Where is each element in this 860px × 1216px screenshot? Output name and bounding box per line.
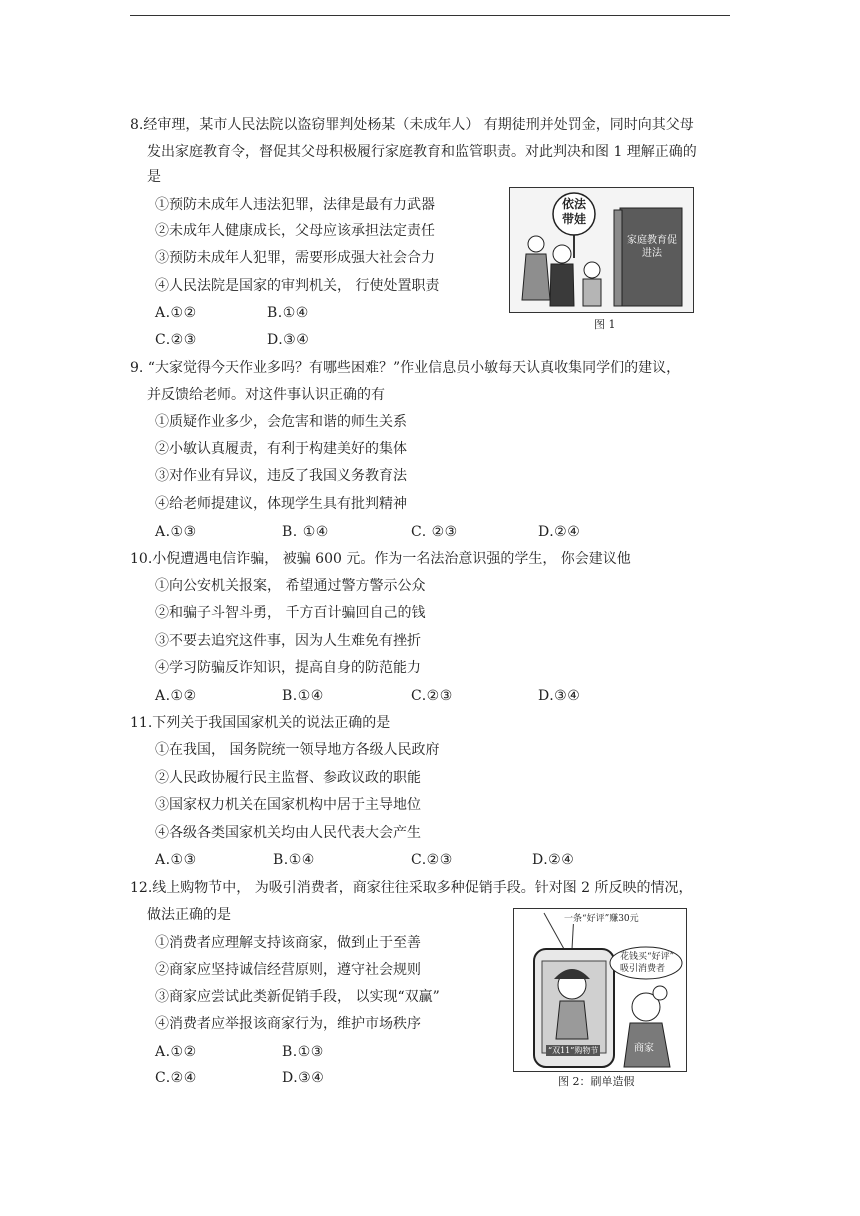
q12-option-a[interactable]: A.①② xyxy=(155,1044,197,1060)
q8-option-d[interactable]: D.③④ xyxy=(267,332,310,348)
q12-item-4: ④消费者应举报该商家行为，维护市场秩序 xyxy=(155,1016,421,1032)
q11-option-d[interactable]: D.②④ xyxy=(532,852,575,868)
q12-stem-line-1: 12.线上购物节中， 为吸引消费者，商家往往采取多种促销手段。针对图 2 所反映的情况， xyxy=(130,880,693,896)
figure-2-phone-label: “双11”购物节 xyxy=(548,1046,599,1055)
q12-item-3: ③商家应尝试此类新促销手段， 以实现“双赢” xyxy=(155,989,440,1005)
q12-stem-line-2: 做法正确的是 xyxy=(147,907,231,923)
q10-item-4: ④学习防骗反诈知识，提高自身的防范能力 xyxy=(155,660,421,676)
figure-2-bubble-line-1: 花钱买“好评” xyxy=(620,952,675,962)
q8-stem-line-2: 发出家庭教育令，督促其父母积极履行家庭教育和监管职责。对此判决和图 1 理解正确的 xyxy=(147,144,697,160)
q11-option-b[interactable]: B.①④ xyxy=(273,852,315,868)
q9-stem-line-1: 9. “大家觉得今天作业多吗？有哪些困难？”作业信息员小敏每天认真收集同学们的建议， xyxy=(130,360,681,376)
q10-option-c[interactable]: C.②③ xyxy=(411,688,453,704)
q8-stem-line-1: 8.经审理，某市人民法院以盗窃罪判处杨某（未成年人） 有期徒刑并处罚金，同时向其父母 xyxy=(130,117,694,133)
figure-1-book-title: 家庭教育促进法 xyxy=(627,235,677,259)
q12-option-c[interactable]: C.②④ xyxy=(155,1070,197,1086)
q10-option-b[interactable]: B.①④ xyxy=(282,688,324,704)
q8-option-c[interactable]: C.②③ xyxy=(155,332,197,348)
q11-item-2: ②人民政协履行民主监督、参政议政的职能 xyxy=(155,770,421,786)
q11-option-a[interactable]: A.①③ xyxy=(155,852,197,868)
figure-2-illustration xyxy=(513,908,687,1072)
figure-2-caption: 图 2：刷单造假 xyxy=(558,1075,635,1088)
q12-option-b[interactable]: B.①③ xyxy=(282,1044,324,1060)
q8-item-4: ④人民法院是国家的审判机关， 行使处置职责 xyxy=(155,278,440,294)
q8-stem-line-3: 是 xyxy=(147,169,161,185)
figure-2-banner: 一条“好评”赚30元 xyxy=(562,911,641,924)
q9-option-b[interactable]: B. ①④ xyxy=(282,524,329,540)
q10-option-a[interactable]: A.①② xyxy=(155,688,197,704)
q10-stem-line-1: 10.小倪遭遇电信诈骗， 被骗 600 元。作为一名法治意识强的学生， 你会建议他 xyxy=(130,551,631,567)
q12-option-d[interactable]: D.③④ xyxy=(282,1070,325,1086)
q9-stem-line-2: 并反馈给老师。对这件事认识正确的有 xyxy=(147,387,385,403)
q11-item-4: ④各级各类国家机关均由人民代表大会产生 xyxy=(155,825,421,841)
header-rule xyxy=(130,15,730,16)
q8-item-1: ①预防未成年人违法犯罪，法律是最有力武器 xyxy=(155,197,435,213)
q11-stem-line-1: 11.下列关于我国国家机关的说法正确的是 xyxy=(130,715,391,731)
q11-option-c[interactable]: C.②③ xyxy=(411,852,453,868)
q10-item-2: ②和骗子斗智斗勇， 千方百计骗回自己的钱 xyxy=(155,605,426,621)
q8-item-3: ③预防未成年人犯罪，需要形成强大社会合力 xyxy=(155,250,435,266)
figure-2-bubble-line-2: 吸引消费者 xyxy=(620,964,666,974)
q10-item-3: ③不要去追究这件事，因为人生难免有挫折 xyxy=(155,633,421,649)
q10-option-d[interactable]: D.③④ xyxy=(538,688,581,704)
q9-item-3: ③对作业有异议，违反了我国义务教育法 xyxy=(155,468,407,484)
q9-option-a[interactable]: A.①③ xyxy=(155,524,197,540)
figure-1-caption: 图 1 xyxy=(594,318,616,331)
q12-item-1: ①消费者应理解支持该商家，做到止于至善 xyxy=(155,935,421,951)
q9-item-1: ①质疑作业多少，会危害和谐的师生关系 xyxy=(155,414,407,430)
q9-option-d[interactable]: D.②④ xyxy=(538,524,581,540)
q11-item-3: ③国家权力机关在国家机构中居于主导地位 xyxy=(155,797,421,813)
q9-item-4: ④给老师提建议，体现学生具有批判精神 xyxy=(155,496,407,512)
q8-option-b[interactable]: B.①④ xyxy=(267,305,309,321)
q8-item-2: ②未成年人健康成长，父母应该承担法定责任 xyxy=(155,223,435,239)
q11-item-1: ①在我国， 国务院统一领导地方各级人民政府 xyxy=(155,742,440,758)
q12-item-2: ②商家应坚持诚信经营原则，遵守社会规则 xyxy=(155,962,421,978)
q8-option-a[interactable]: A.①② xyxy=(155,305,197,321)
figure-1-sign-text: 依法带娃 xyxy=(561,197,586,226)
figure-1-illustration xyxy=(509,187,694,313)
figure-2-merchant-label: 商家 xyxy=(634,1043,654,1054)
q10-item-1: ①向公安机关报案， 希望通过警方警示公众 xyxy=(155,578,426,594)
q9-option-c[interactable]: C. ②③ xyxy=(411,524,458,540)
q9-item-2: ②小敏认真履责，有利于构建美好的集体 xyxy=(155,441,407,457)
